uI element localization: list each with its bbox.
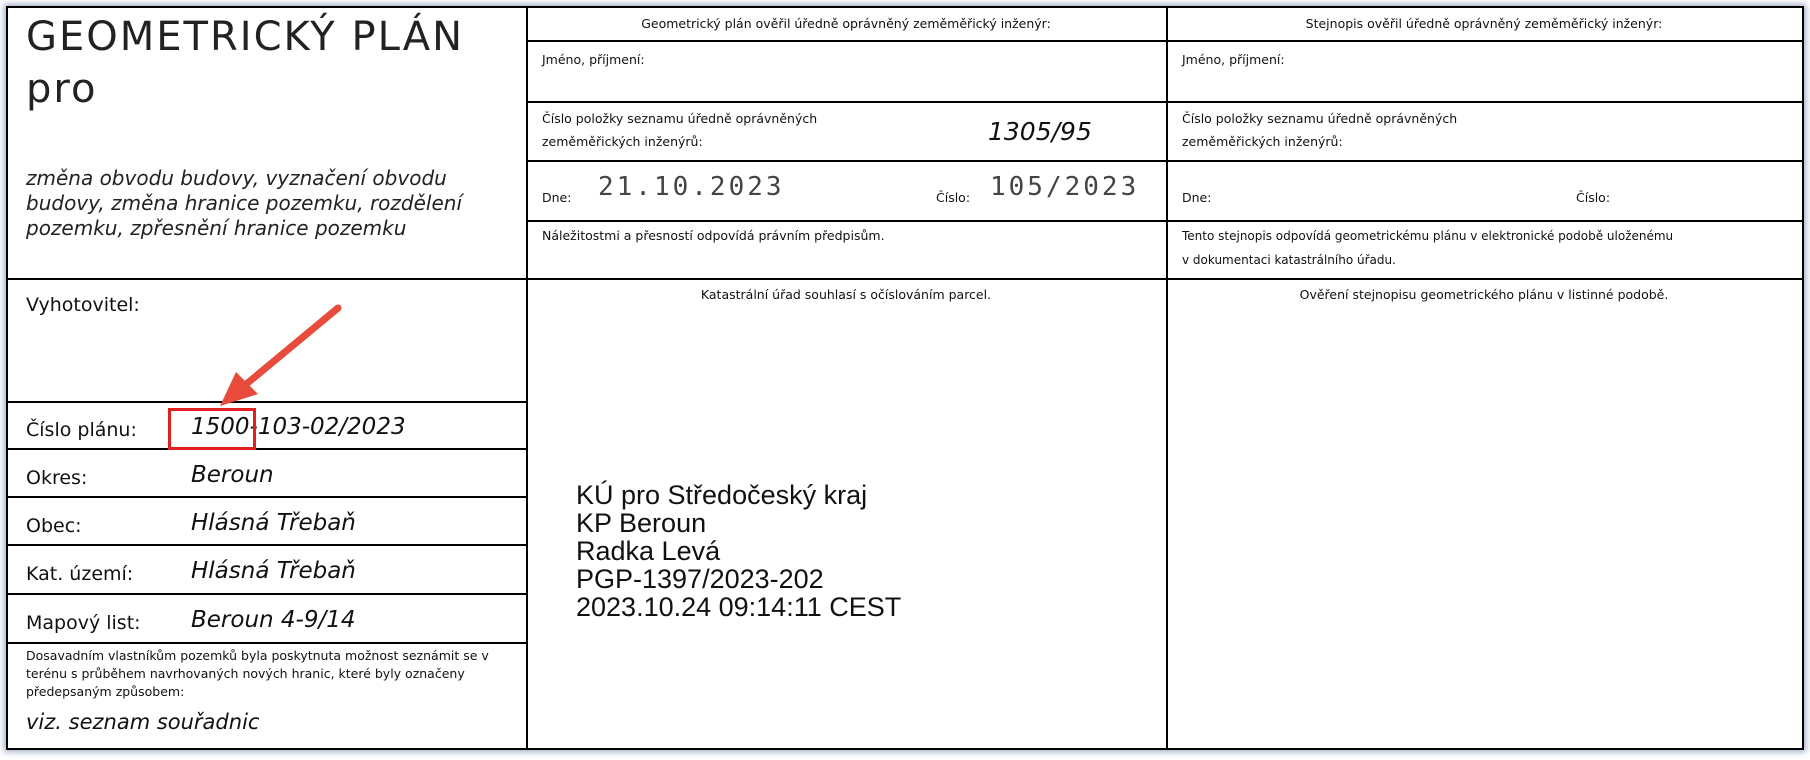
- copy-statement-2: v dokumentaci katastrálního úřadu.: [1182, 253, 1396, 267]
- copy-verifier-number-label: Číslo:: [1576, 190, 1611, 205]
- vyhotovitel-label: Vyhotovitel:: [26, 294, 140, 316]
- row-line: [8, 544, 526, 546]
- header-divider: [8, 278, 1802, 280]
- column-divider-2: [1166, 8, 1168, 748]
- map-sheet-value: Beroun 4-9/14: [191, 607, 356, 633]
- row-line: [526, 160, 1802, 162]
- copy-verifier-date-label: Dne:: [1182, 190, 1212, 205]
- plan-number-value: 1500-103-02/2023: [191, 414, 406, 440]
- verifier-item-label-2: zeměměřických inženýrů:: [542, 134, 703, 149]
- copy-verifier-name-label: Jméno, příjmení:: [1182, 52, 1285, 67]
- municipality-value: Hlásná Třebaň: [191, 510, 356, 536]
- cadastre-stamp: [576, 481, 901, 621]
- verifier-item-value: 1305/95: [988, 117, 1092, 146]
- row-line: [8, 642, 526, 644]
- verifier-compliance: Náležitostmi a přesností odpovídá právním předpisům.: [542, 228, 885, 243]
- cadastre-consent: Katastrální úřad souhlasí s očíslováním parcel.: [700, 287, 992, 302]
- stamp-line: Radka Levá: [576, 536, 721, 566]
- owners-notice-value: viz. seznam souřadnic: [26, 710, 260, 734]
- plan-number-label: Číslo plánu:: [26, 419, 137, 441]
- copy-verifier-item-label-2: zeměměřických inženýrů:: [1182, 134, 1343, 149]
- annotation-arrow: [208, 298, 348, 408]
- cadastral-area-label: Kat. území:: [26, 563, 134, 585]
- verifier-number-value: 105/2023: [990, 172, 1140, 202]
- row-line: [8, 593, 526, 595]
- plan-title: GEOMETRICKÝ PLÁN: [26, 14, 465, 60]
- plan-title-for: pro: [26, 66, 98, 112]
- column-divider-1: [526, 8, 528, 748]
- verifier-item-label-1: Číslo položky seznamu úředně oprávněných: [542, 111, 818, 126]
- row-line: [8, 496, 526, 498]
- owners-notice: Dosavadním vlastníkům pozemků byla poskytnuta možnost seznámit se v terénu s průběhem navrhovaných nových hranic, které byly označeny předepsaným způsobem:: [26, 648, 489, 699]
- row-line: [526, 220, 1802, 222]
- district-value: Beroun: [191, 462, 274, 488]
- geometric-plan-form: [6, 6, 1804, 750]
- plan-purpose: změna obvodu budovy, vyznačení obvodu budovy, změna hranice pozemku, rozdělení pozemku, zpřesnění hranice pozemku: [26, 166, 462, 240]
- row-line: [8, 448, 526, 450]
- cadastral-area-value: Hlásná Třebaň: [191, 558, 356, 584]
- copy-verifier-header: Stejnopis ověřil úředně oprávněný zeměměřický inženýr:: [1305, 16, 1663, 31]
- copy-statement-1: Tento stejnopis odpovídá geometrickému plánu v elektronické podobě uloženému: [1182, 229, 1674, 243]
- stamp-line: KÚ pro Středočeský kraj: [576, 480, 868, 510]
- verifier-number-label: Číslo:: [936, 190, 971, 205]
- district-label: Okres:: [26, 467, 88, 489]
- verifier-date-label: Dne:: [542, 190, 572, 205]
- stamp-line: KP Beroun: [576, 508, 707, 538]
- stamp-line: 2023.10.24 09:14:11 CEST: [576, 592, 902, 622]
- verifier-header: Geometrický plán ověřil úředně oprávněný zeměměřický inženýr:: [641, 16, 1051, 31]
- paper-copy-verification: Ověření stejnopisu geometrického plánu v listinné podobě.: [1299, 287, 1669, 302]
- map-sheet-label: Mapový list:: [26, 612, 141, 634]
- row-line: [526, 40, 1802, 42]
- verifier-name-label: Jméno, příjmení:: [542, 52, 645, 67]
- highlight-box: [168, 408, 256, 450]
- row-line: [526, 101, 1802, 103]
- municipality-label: Obec:: [26, 515, 82, 537]
- stamp-line: PGP-1397/2023-202: [576, 564, 824, 594]
- copy-verifier-item-label-1: Číslo položky seznamu úředně oprávněných: [1182, 111, 1458, 126]
- verifier-date-value: 21.10.2023: [598, 172, 785, 202]
